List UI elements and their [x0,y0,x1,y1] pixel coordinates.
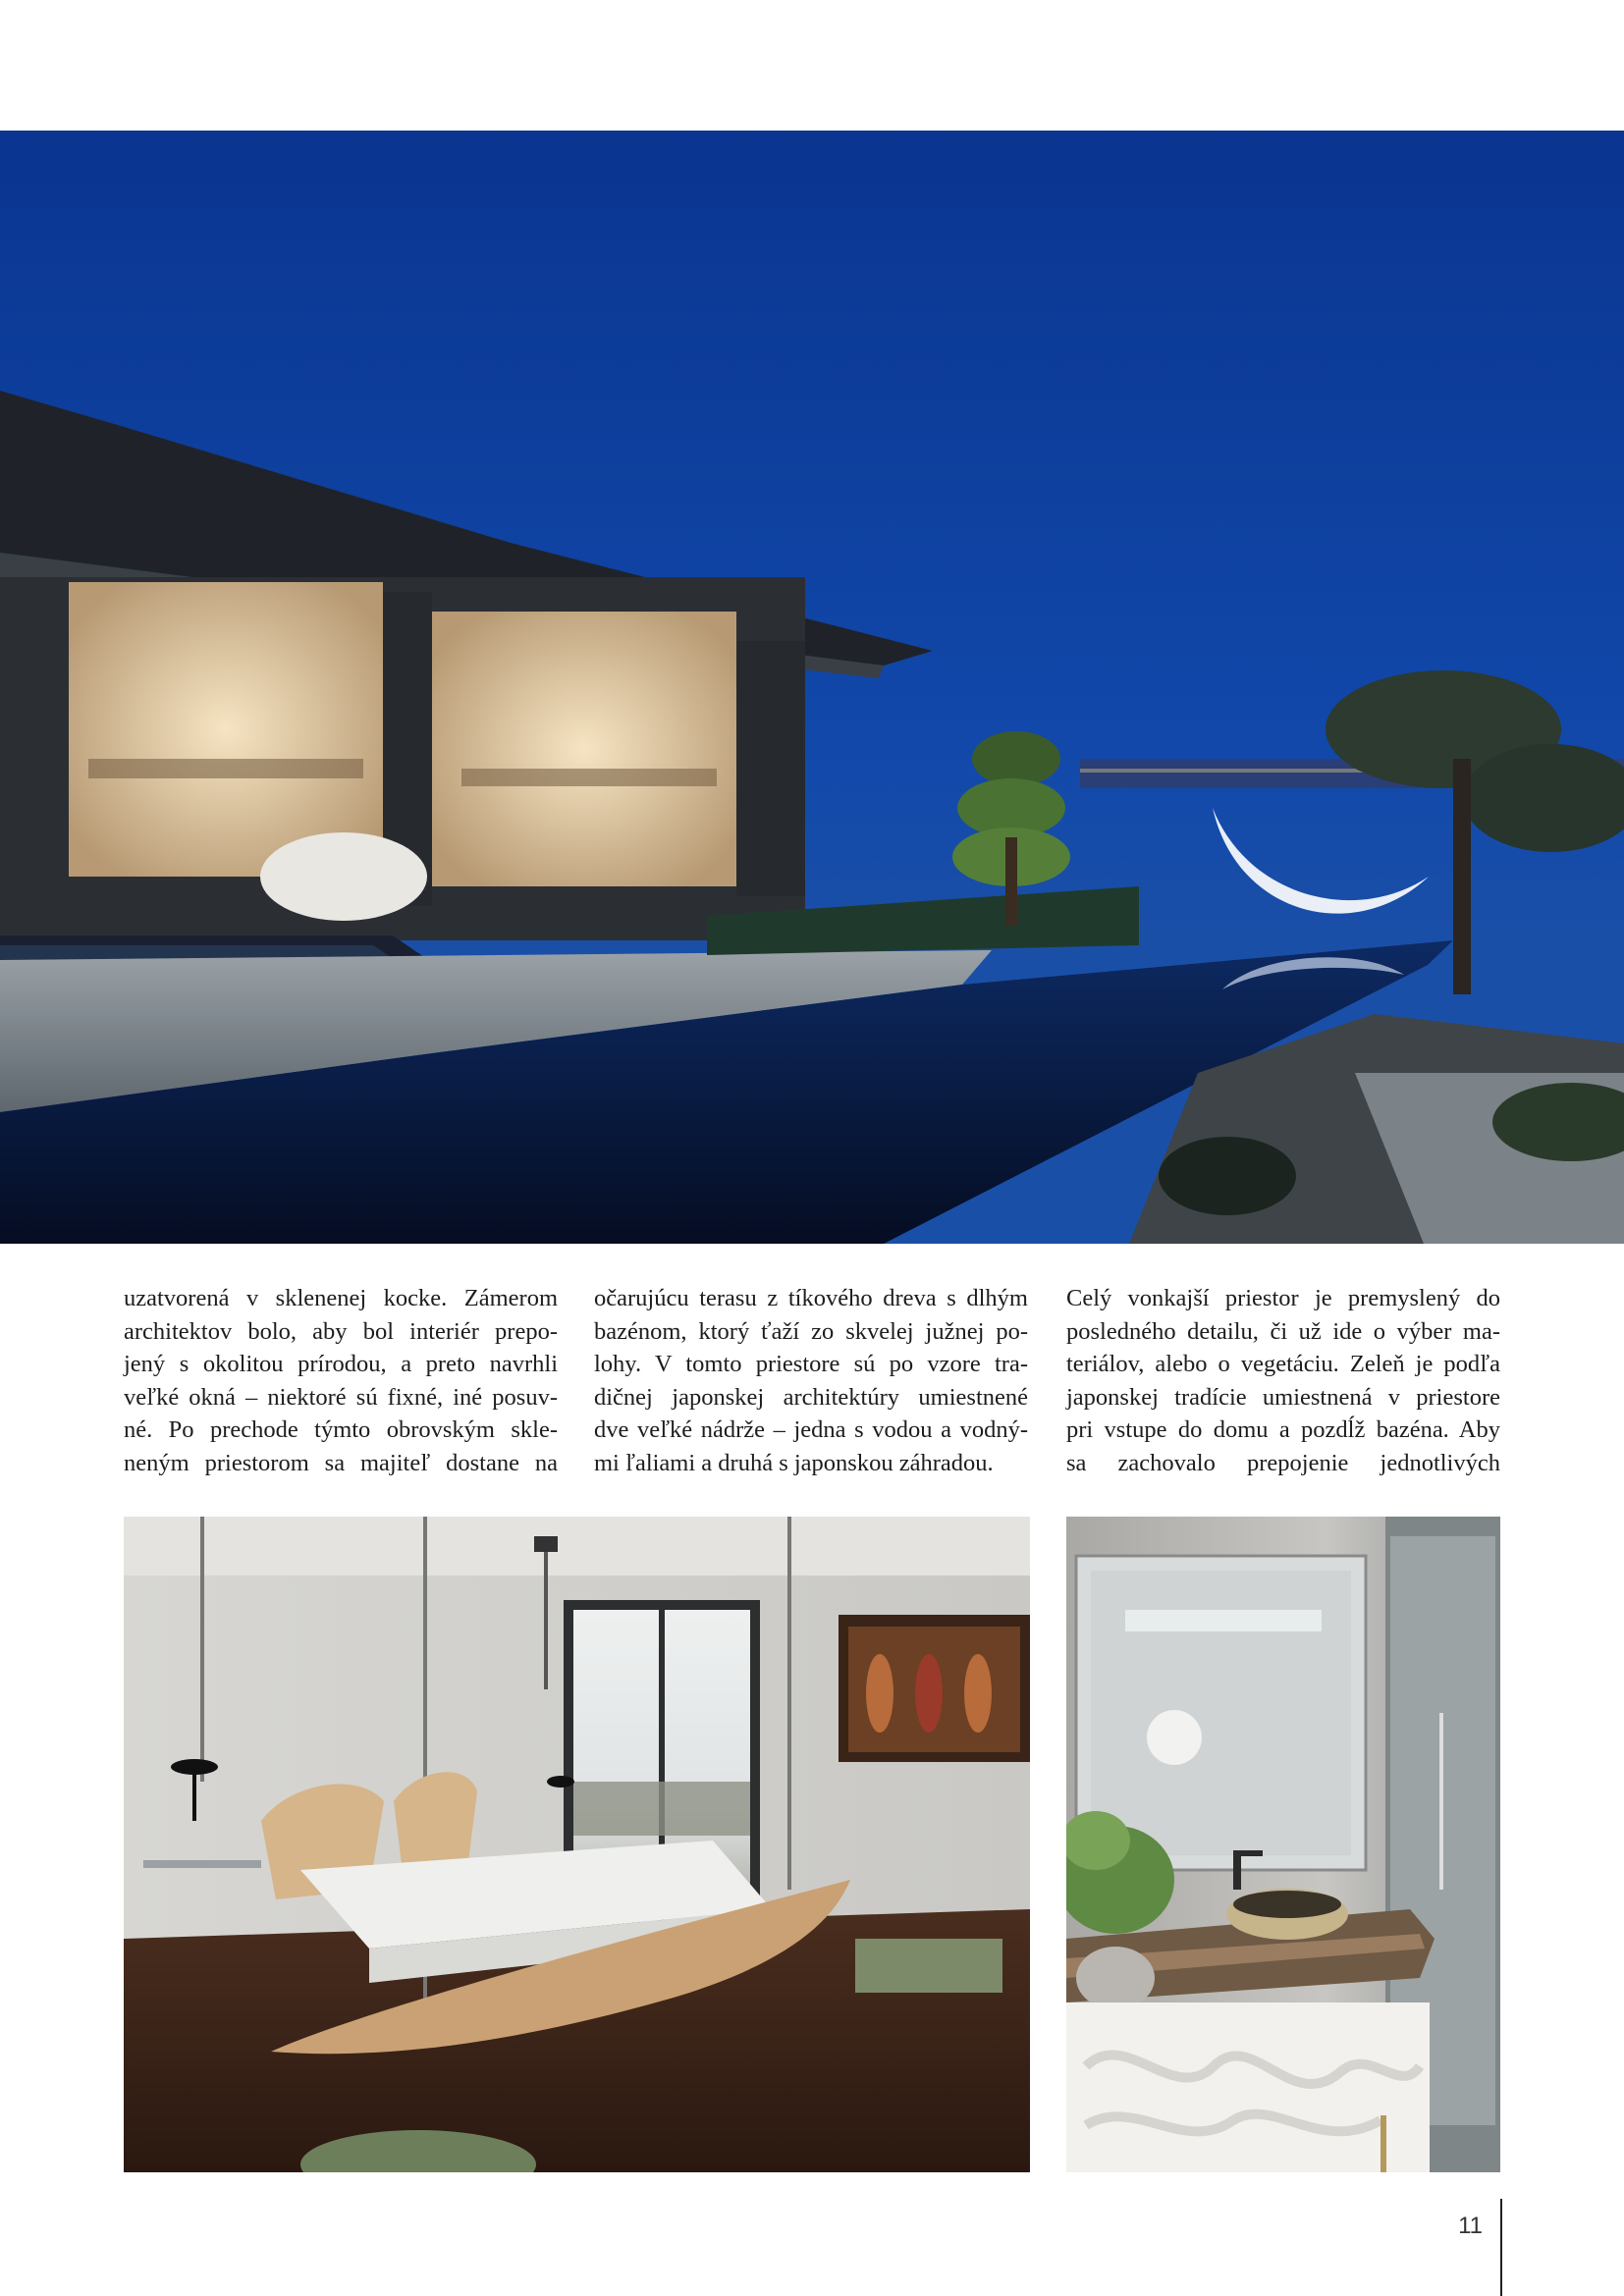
text-line: sa zachovalo prepojenie jednotlivých [1066,1449,1500,1476]
text-line: mi ľaliami a druhá s japonskou záhradou. [594,1449,994,1476]
hero-photo [0,131,1624,1244]
article-column-3 [1066,1282,1500,1479]
text-line: bazénom, ktorý ťaží zo skvelej južnej po- [594,1317,1028,1345]
bedroom-photo [124,1517,1030,2172]
text-line: dve veľké nádrže – jedna s vodou a vodný- [594,1416,1028,1443]
text-line: dičnej japonskej architektúry umiestnené [594,1383,1028,1411]
page-number: 11 [1458,2213,1483,2239]
text-line: uzatvorená v sklenenej kocke. Zámerom [124,1285,558,1311]
article-column-2 [594,1282,1028,1479]
text-line: Celý vonkajší priestor je premyslený do [1066,1285,1500,1311]
text-line: jený s okolitou prírodou, a preto navrhli [124,1351,558,1377]
text-line: pri vstupe do domu a pozdĺž bazéna. Aby [1066,1416,1500,1443]
bathroom-photo [1066,1517,1500,2172]
text-line: neným priestorom sa majiteľ dostane na [124,1449,558,1476]
text-line: veľké okná – niektoré sú fixné, iné posuv- [124,1383,558,1411]
text-line: teriálov, alebo o vegetáciu. Zeleň je podľa [1066,1351,1500,1377]
article-column-1 [124,1282,558,1479]
page-number-rule [1500,2199,1502,2296]
text-line: architektov bolo, aby bol interiér prepo- [124,1317,558,1345]
text-line: né. Po prechode týmto obrovským skle- [124,1416,558,1443]
text-line: posledného detailu, či už ide o výber ma- [1066,1317,1500,1345]
text-line: očarujúcu terasu z tíkového dreva s dlhým [594,1285,1028,1311]
text-line: lohy. V tomto priestore sú po vzore tra- [594,1351,1028,1377]
text-line: japonskej tradície umiestnená v priestore [1066,1383,1500,1411]
